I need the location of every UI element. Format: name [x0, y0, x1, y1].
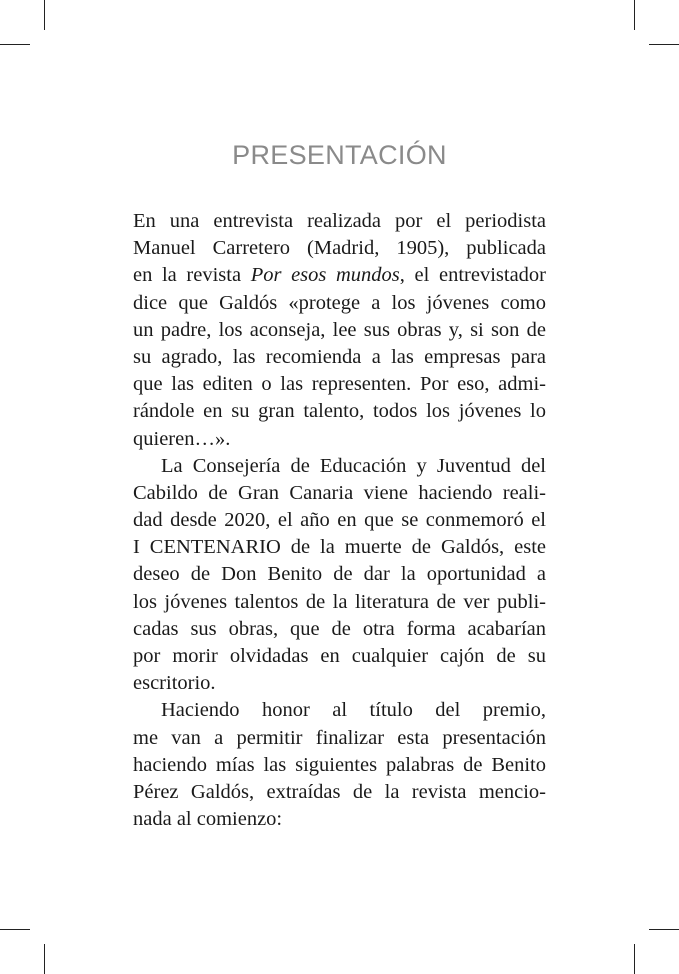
text-line: un padre, los aconseja, lee sus obras y, si son de: [133, 318, 546, 341]
text-line: quieren…».: [133, 427, 231, 450]
text-line: Haciendo honor al título del premio,: [161, 699, 546, 722]
text-line: dice que Galdós «protege a los jóvenes como: [133, 291, 546, 314]
text-line: escritorio.: [133, 672, 216, 695]
text-line: Cabildo de Gran Canaria viene haciendo reali-: [133, 481, 546, 504]
text-line: cadas sus obras, que de otra forma acabarían: [133, 617, 546, 640]
text-line: dad desde 2020, el año en que se conmemoró el: [133, 509, 546, 532]
text-segment: , el entrevistador: [399, 264, 546, 287]
crop-mark: [649, 929, 679, 930]
text-line: deseo de Don Benito de dar la oportunidad a: [133, 563, 546, 586]
text-line: por morir olvidadas en cualquier cajón de su: [133, 645, 546, 667]
text-line: haciendo mías las siguientes palabras de Benito: [133, 753, 546, 776]
text-line: Pérez Galdós, extraídas de la revista mencio-: [133, 780, 546, 803]
crop-mark: [649, 44, 679, 45]
text-line: que las editen o las representen. Por eso, admi-: [133, 373, 546, 396]
text-line: En una entrevista realizada por el periodista: [133, 210, 546, 232]
magazine-title: Por esos mundos: [250, 264, 400, 287]
text-line: [133, 262, 546, 289]
crop-mark: [0, 44, 30, 45]
body-text: [133, 208, 546, 833]
text-line: los jóvenes talentos de la literatura de ver publi-: [133, 590, 546, 613]
text-line: nada al comienzo:: [133, 808, 283, 831]
crop-mark: [0, 929, 30, 930]
text-line: La Consejería de Educación y Juventud del: [161, 454, 546, 477]
crop-mark: [44, 0, 45, 30]
crop-mark: [634, 944, 635, 974]
page-title: PRESENTACIÓN: [232, 140, 447, 170]
text-line: I CENTENARIO de la muerte de Galdós, este: [133, 536, 546, 559]
crop-mark: [634, 0, 635, 30]
text-line: me van a permitir finalizar esta presentación: [133, 726, 546, 749]
text-line: Manuel Carretero (Madrid, 1905), publicada: [133, 237, 546, 260]
text-line: rándole en su gran talento, todos los jóvenes lo: [133, 400, 546, 423]
text-line: su agrado, las recomienda a las empresas para: [133, 345, 546, 368]
crop-mark: [44, 944, 45, 974]
text-segment: en la revista: [133, 264, 251, 287]
